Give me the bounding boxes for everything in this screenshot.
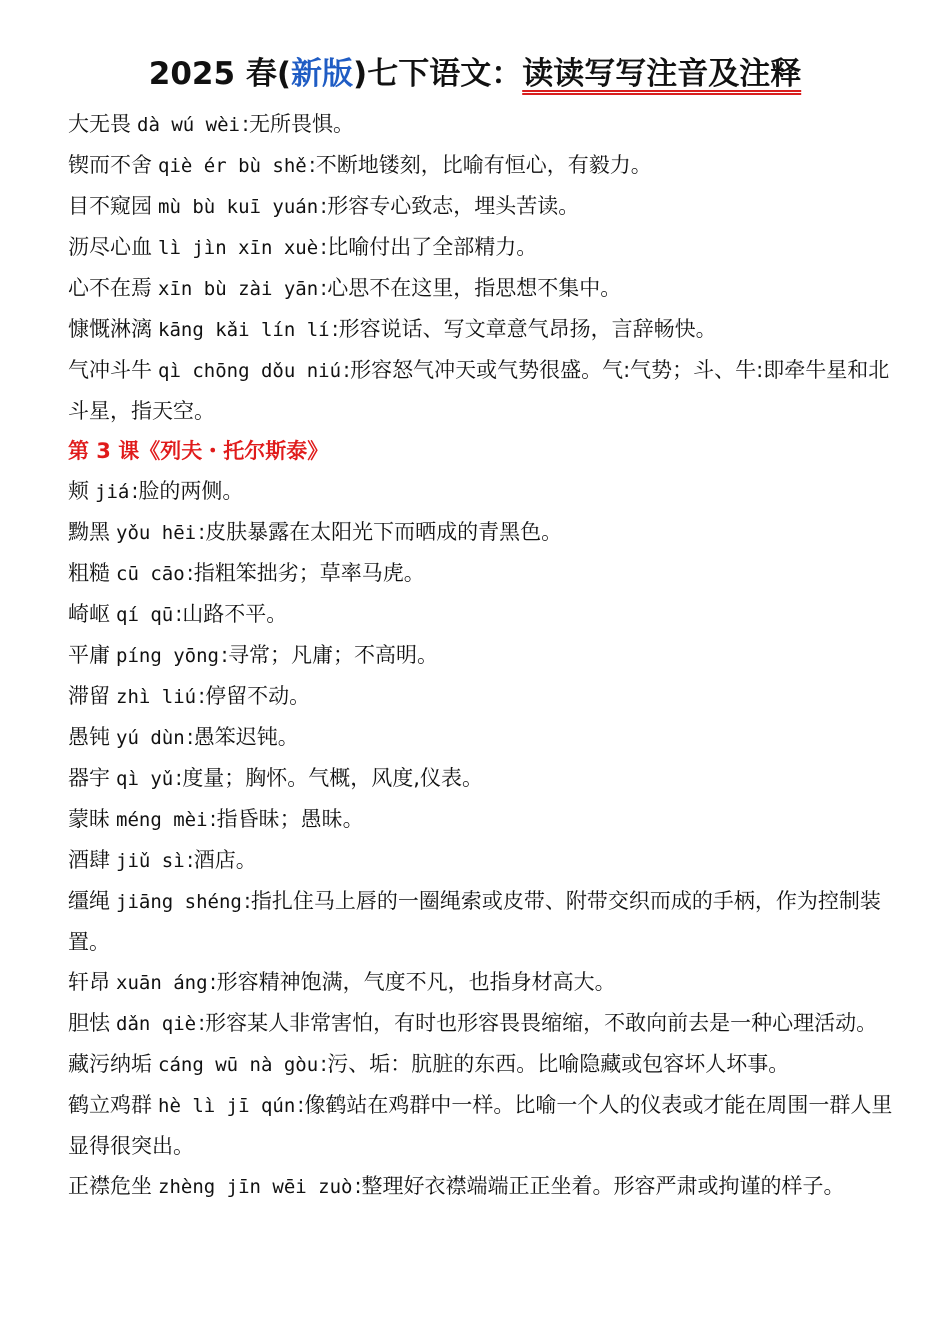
entry-term: 心不在焉 (68, 276, 152, 300)
entry-term: 胆怯 (68, 1011, 110, 1035)
entry-pinyin: cáng wū nà gòu (158, 1054, 319, 1076)
entry-term: 颊 (68, 479, 89, 503)
entry-pinyin: jiāng shéng (116, 891, 242, 913)
title-middle: )七下语文： (353, 56, 523, 92)
title-accent: 新版 (291, 56, 354, 92)
entry-def: :形容专心致志，埋头苦读。 (320, 194, 580, 218)
title-prefix: 2025 春( (148, 56, 292, 92)
entry-term: 器宇 (68, 766, 110, 790)
entry-def: :像鹤站在鸡群中一样。比喻一个人的仪表或才能在周围一群人里显得很突出。 (68, 1093, 893, 1158)
vocabulary-entry (68, 758, 898, 799)
entry-pinyin: kāng kǎi lín lí (158, 319, 330, 341)
entry-pinyin: cū cāo (116, 563, 185, 585)
entry-def: :形容说话、写文章意气昂扬，言辞畅快。 (331, 317, 717, 341)
entry-def: :脸的两侧。 (131, 479, 244, 503)
vocabulary-entry (68, 840, 898, 881)
entry-term: 目不窥园 (68, 194, 152, 218)
entry-def: :度量；胸怀。气概，风度,仪表。 (175, 766, 483, 790)
vocabulary-group-b (68, 471, 898, 1207)
entry-def: :酒店。 (186, 848, 257, 872)
entry-term: 轩昂 (68, 970, 110, 994)
entry-def: :整理好衣襟端端正正坐着。形容严肃或拘谨的样子。 (354, 1174, 845, 1198)
entry-def: :寻常；凡庸；不高明。 (220, 643, 439, 667)
entry-pinyin: zhèng jīn wēi zuò (158, 1176, 353, 1198)
entry-pinyin: qiè ér bù shě (158, 155, 307, 177)
entry-term: 沥尽心血 (68, 235, 152, 259)
entry-pinyin: yú dùn (116, 727, 185, 749)
vocabulary-entry (68, 350, 898, 431)
entry-pinyin: méng mèi (116, 809, 208, 831)
vocabulary-entry (68, 881, 898, 962)
entry-term: 酒肆 (68, 848, 110, 872)
entry-def: :皮肤暴露在太阳光下而晒成的青黑色。 (198, 520, 563, 544)
entry-def: :形容精神饱满，气度不凡，也指身材高大。 (209, 970, 616, 994)
entry-def: :指粗笨拙劣；草率马虎。 (186, 561, 425, 585)
vocabulary-entry (68, 268, 898, 309)
entry-term: 粗糙 (68, 561, 110, 585)
vocabulary-entry (68, 594, 898, 635)
entry-term: 气冲斗牛 (68, 358, 152, 382)
entry-def: :指昏昧；愚昧。 (209, 807, 364, 831)
entry-def: :指扎住马上唇的一圈绳索或皮带、附带交织而成的手柄，作为控制装置。 (68, 889, 881, 954)
vocabulary-entry (68, 717, 898, 758)
entry-term: 锲而不舍 (68, 153, 152, 177)
entry-pinyin: hè lì jī qún (158, 1095, 296, 1117)
page-title (0, 52, 950, 96)
entry-pinyin: yǒu hēi (116, 522, 197, 544)
entry-def: :不断地镂刻，比喻有恒心，有毅力。 (308, 153, 652, 177)
vocabulary-entry (68, 635, 898, 676)
title-underlined: 读读写写注音及注释 (522, 56, 802, 92)
entry-pinyin: dǎn qiè (116, 1013, 197, 1035)
vocabulary-entry (68, 1085, 898, 1166)
entry-pinyin: qì chōng dǒu niú (158, 360, 342, 382)
entry-term: 崎岖 (68, 602, 110, 626)
section-heading: 第 3 课《列夫・托尔斯泰》 (68, 439, 329, 463)
entry-pinyin: xīn bù zài yān (158, 278, 319, 300)
entry-def: :比喻付出了全部精力。 (320, 235, 538, 259)
entry-pinyin: zhì liú (116, 686, 197, 708)
vocabulary-entry (68, 962, 898, 1003)
entry-def: :形容怒气冲天或气势很盛。气:气势；斗、牛:即牵牛星和北斗星，指天空。 (68, 358, 890, 423)
entry-def: :停留不动。 (198, 684, 311, 708)
entry-pinyin: jiá (95, 481, 130, 503)
vocabulary-entry (68, 1003, 898, 1044)
entry-def: :愚笨迟钝。 (186, 725, 299, 749)
entry-term: 黝黑 (68, 520, 110, 544)
entry-term: 慷慨淋漓 (68, 317, 152, 341)
vocabulary-list (68, 104, 898, 1207)
entry-pinyin: dà wú wèi (137, 114, 240, 136)
entry-def: :形容某人非常害怕，有时也形容畏畏缩缩，不敢向前去是一种心理活动。 (198, 1011, 878, 1035)
vocabulary-entry (68, 1166, 898, 1207)
vocabulary-entry (68, 227, 898, 268)
vocabulary-entry (68, 186, 898, 227)
entry-term: 缰绳 (68, 889, 110, 913)
vocabulary-entry (68, 145, 898, 186)
entry-term: 蒙昧 (68, 807, 110, 831)
vocabulary-entry (68, 512, 898, 553)
entry-term: 大无畏 (68, 112, 131, 136)
vocabulary-entry (68, 309, 898, 350)
entry-pinyin: jiǔ sì (116, 850, 185, 872)
entry-term: 滞留 (68, 684, 110, 708)
entry-pinyin: qí qū (116, 604, 174, 626)
entry-term: 平庸 (68, 643, 110, 667)
entry-term: 藏污纳垢 (68, 1052, 152, 1076)
vocabulary-entry (68, 553, 898, 594)
vocabulary-entry (68, 676, 898, 717)
vocabulary-entry (68, 471, 898, 512)
vocabulary-group-a (68, 104, 898, 431)
entry-def: :污、垢：肮脏的东西。比喻隐藏或包容坏人坏事。 (320, 1052, 790, 1076)
entry-pinyin: mù bù kuī yuán (158, 196, 319, 218)
entry-pinyin: píng yōng (116, 645, 219, 667)
entry-pinyin: lì jìn xīn xuè (158, 237, 319, 259)
entry-pinyin: xuān áng (116, 972, 208, 994)
entry-def: :山路不平。 (175, 602, 288, 626)
entry-pinyin: qì yǔ (116, 768, 174, 790)
entry-term: 鹤立鸡群 (68, 1093, 152, 1117)
vocabulary-entry (68, 1044, 898, 1085)
entry-def: :无所畏惧。 (241, 112, 355, 136)
entry-def: :心思不在这里，指思想不集中。 (320, 276, 622, 300)
entry-term: 正襟危坐 (68, 1174, 152, 1198)
entry-term: 愚钝 (68, 725, 110, 749)
vocabulary-entry (68, 104, 898, 145)
vocabulary-entry (68, 799, 898, 840)
